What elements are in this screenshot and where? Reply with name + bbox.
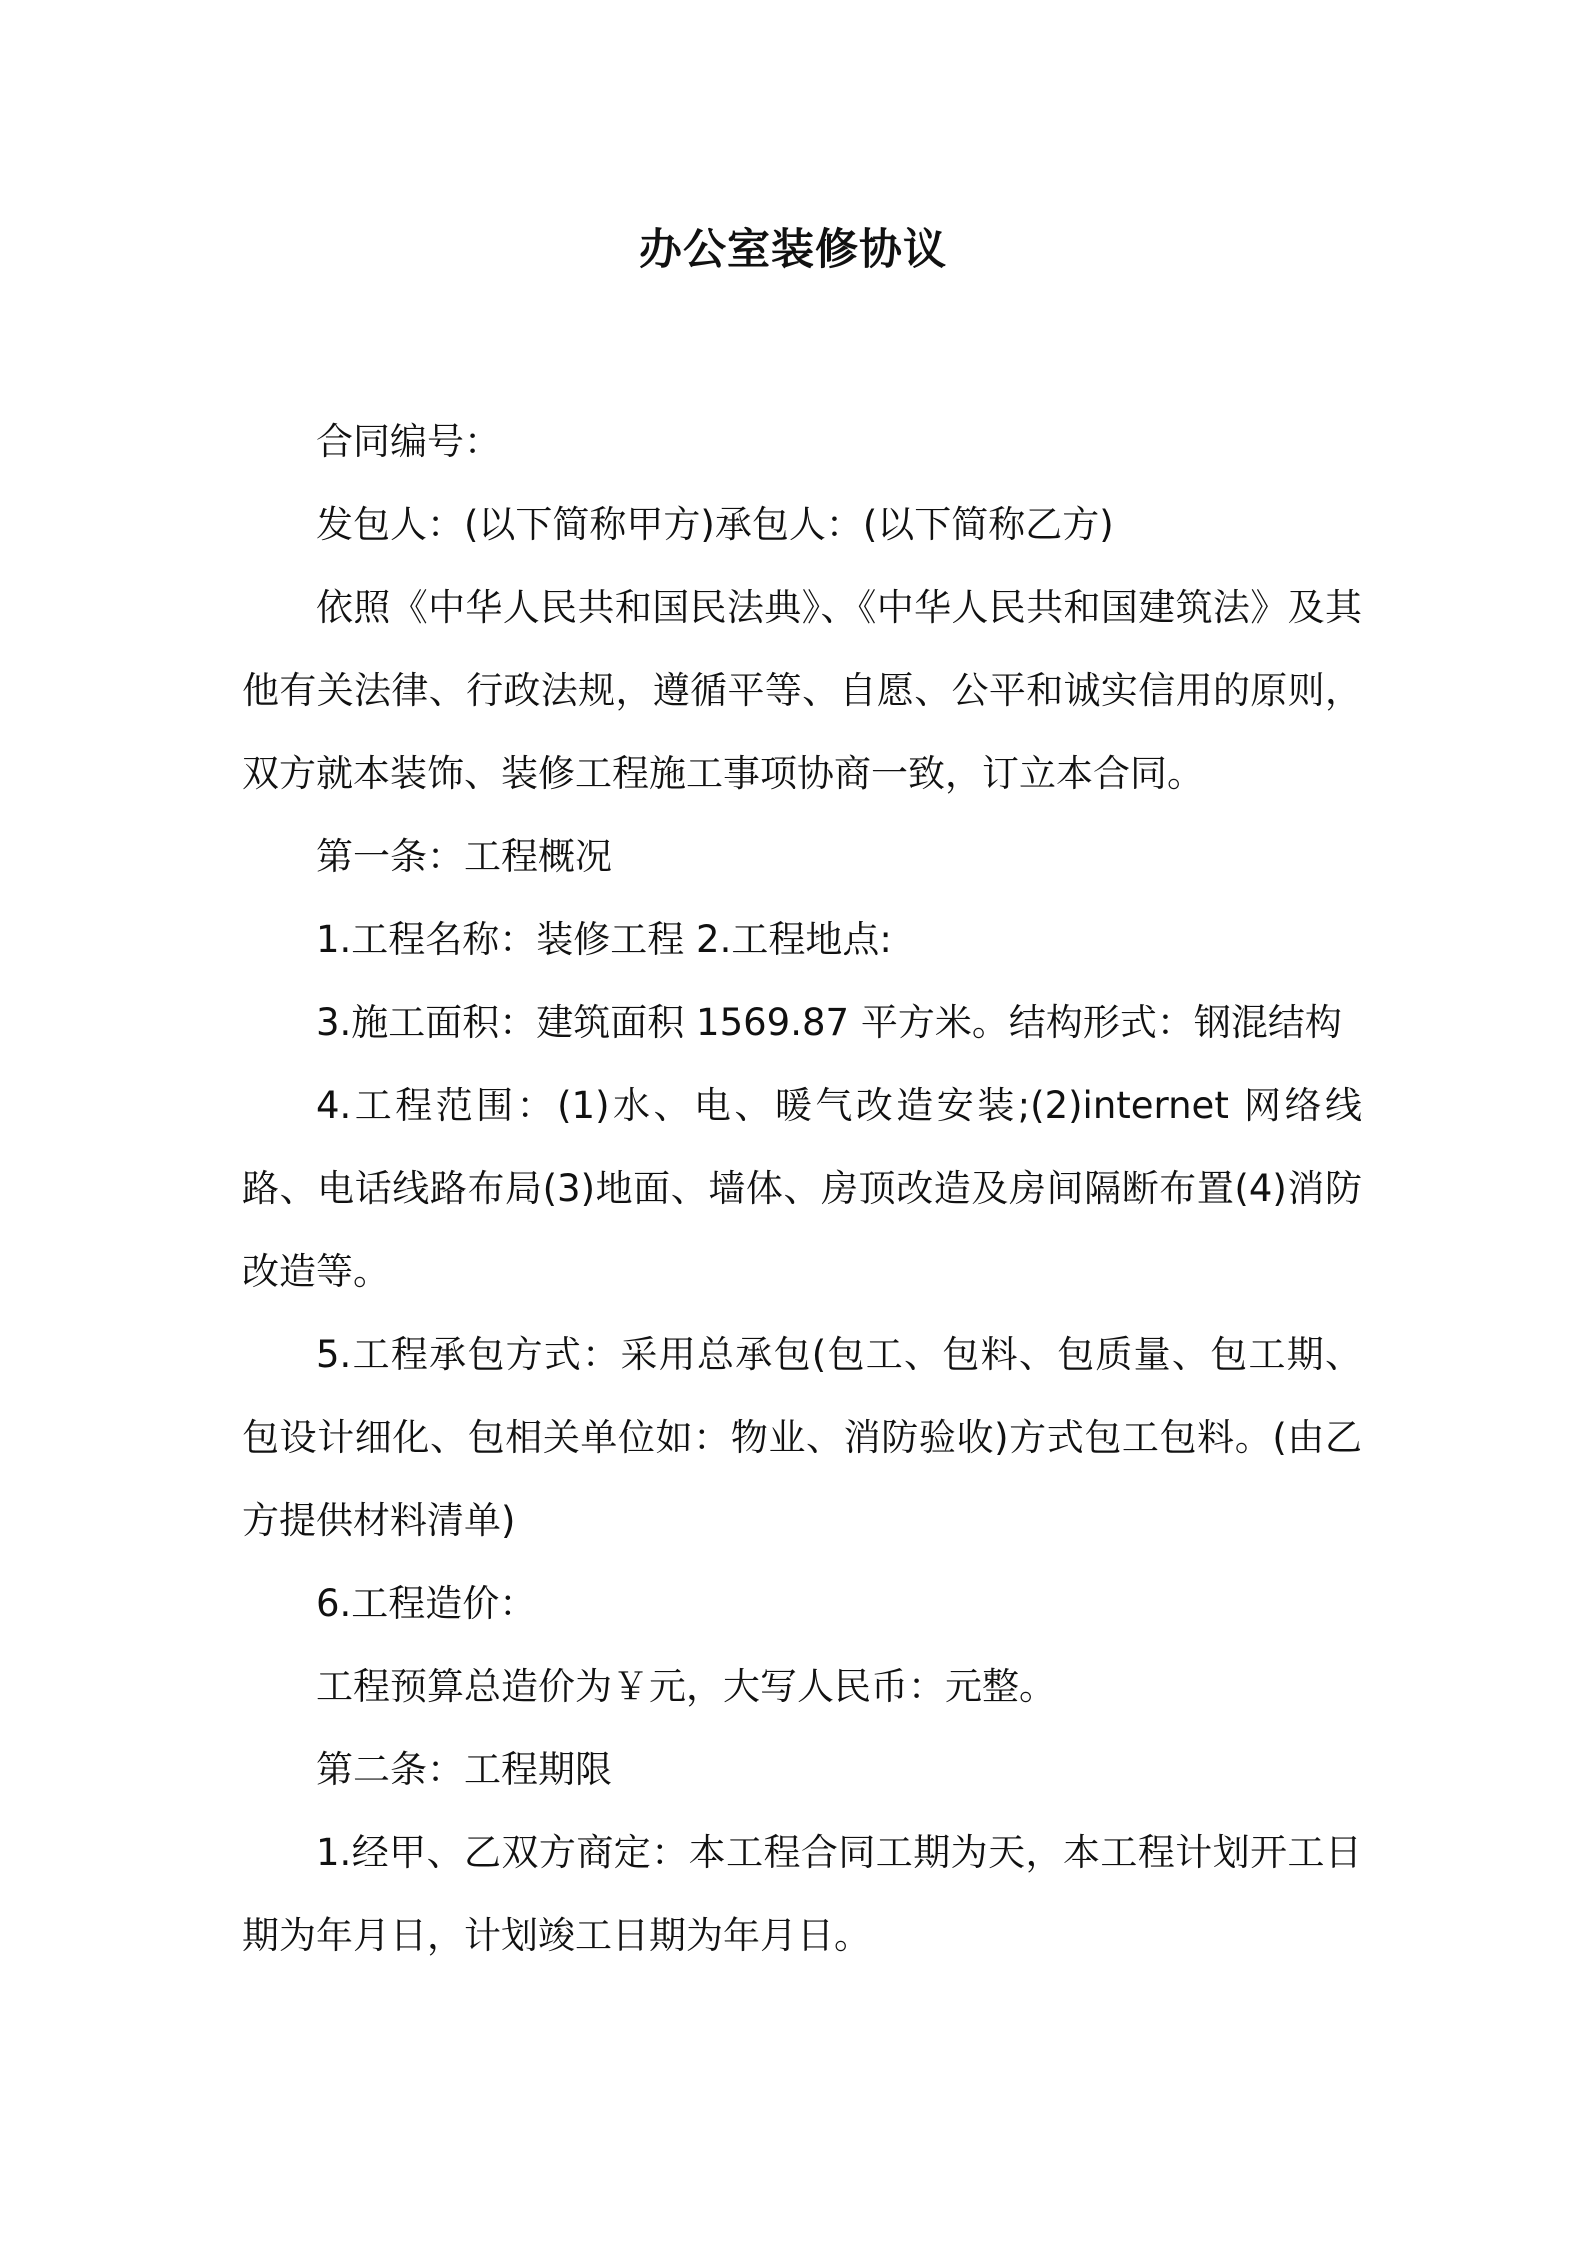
article-2-heading: 第二条：工程期限 <box>316 1748 612 1791</box>
parties-line: 发包人：(以下简称甲方)承包人：(以下简称乙方) <box>316 503 1114 546</box>
document-title: 办公室装修协议 <box>639 225 947 275</box>
contracting-method-paragraph: 5.工程承包方式：采用总承包(包工、包料、包质量、包工期、包设计细化、包相关单位如：物业、消防验收)方式包工包料。(由乙方提供材料清单) <box>242 1333 1362 1542</box>
contract-number-line: 合同编号： <box>316 420 501 463</box>
preamble-paragraph: 依照《中华人民共和国民法典》、《中华人民共和国建筑法》及其他有关法律、行政法规，遵循平等、自愿、公平和诚实信用的原则，双方就本装饰、装修工程施工事项协商一致，订立本合同。 <box>242 586 1362 795</box>
article-1-heading: 第一条：工程概况 <box>316 835 612 878</box>
construction-area-line: 3.施工面积：建筑面积 1569.87 平方米。结构形式：钢混结构 <box>316 1001 1342 1044</box>
document-body <box>242 400 1362 1977</box>
project-cost-heading: 6.工程造价： <box>316 1582 537 1625</box>
project-name-line: 1.工程名称：装修工程 2.工程地点: <box>316 918 892 961</box>
budget-line: 工程预算总造价为￥元，大写人民币：元整。 <box>316 1665 1056 1708</box>
project-scope-paragraph: 4.工程范围：(1)水、电、暖气改造安装;(2)internet 网络线路、电话线路布局(3)地面、墙体、房顶改造及房间隔断布置(4)消防改造等。 <box>242 1084 1362 1293</box>
schedule-paragraph: 1.经甲、乙双方商定：本工程合同工期为天，本工程计划开工日期为年月日，计划竣工日期为年月日。 <box>242 1831 1362 1957</box>
